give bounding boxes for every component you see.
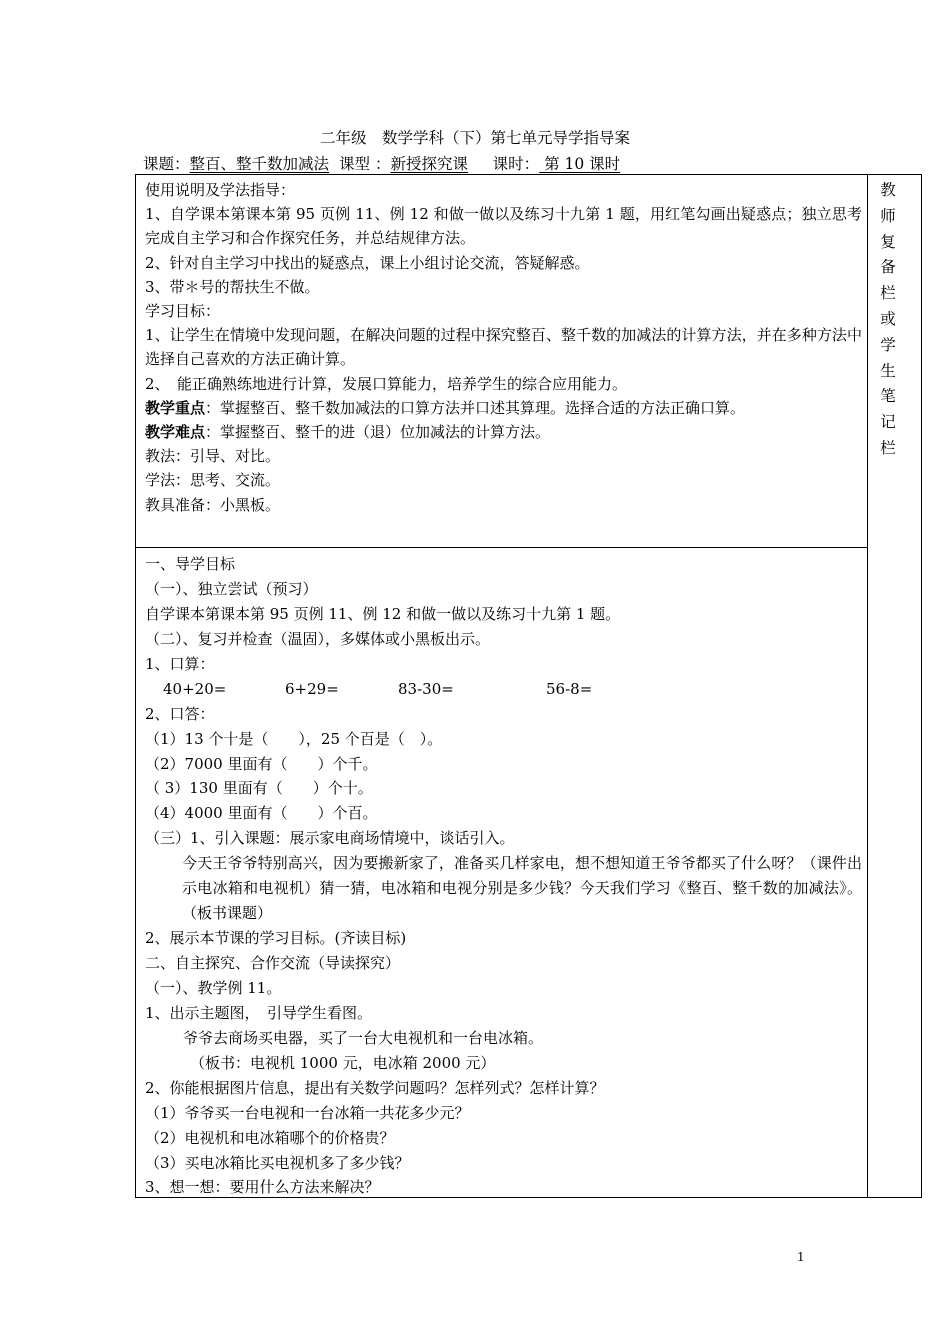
usage-item-1: 1、自学课本第课本第 95 页例 11、例 12 和做一做以及练习十九第 1 题，用红笔勾画出疑惑点；独立思考完成自主学习和合作探究任务，并总结规律方法。 <box>145 205 862 248</box>
question-2: （2）电视机和电冰箱哪个的价格贵？ <box>145 1128 395 1147</box>
document-title: 二年级 数学学科（下）第七单元导学指导案 <box>319 129 630 147</box>
period-value: 第 10 课时 <box>539 155 621 173</box>
intro-story: 今天王爷爷特别高兴，因为要搬新家了，准备买几样家电，想不想知道王爷爷都买了什么呀？（课件出示电冰箱和电视机）猜一猜，电冰箱和电视分别是多少钱？今天我们学习《整百、整千数的加减法》。（板书课题） <box>182 854 862 923</box>
question-3: （3）买电冰箱比买电视机多了多少钱？ <box>145 1153 410 1172</box>
topic-label: 课题： <box>143 155 190 173</box>
question-1: （1）爷爷买一台电视和一台冰箱一共花多少元？ <box>145 1103 470 1122</box>
usage-item-3: 3、带＊号的帮扶生不做。 <box>145 277 320 296</box>
goal-item-1: 1、让学生在情境中发现问题，在解决问题的过程中探究整百、整千数的加减法的计算方法，并在多种方法中选择自己喜欢的方法正确计算。 <box>145 326 862 369</box>
goal-item-2: 2、 能正确熟练地进行计算，发展口算能力，培养学生的综合应用能力。 <box>145 374 628 393</box>
oral-answer-title: 2、口答： <box>145 704 215 723</box>
teaching-method: 教法：引导、对比。 <box>145 447 281 466</box>
topic-value: 整百、整千数加减法 <box>189 155 330 173</box>
teaching-tools: 教具准备：小黑板。 <box>145 495 281 514</box>
show-goals: 2、展示本节课的学习目标。(齐读目标) <box>145 929 407 948</box>
usage-title: 使用说明及学法指导： <box>145 181 296 199</box>
key-point: 教学重点：掌握整百、整千数加减法的口算方法并口述其算理。选择合适的方法正确口算。 <box>145 398 746 417</box>
sub-heading-preview: （一）、独立尝试（预习） <box>145 579 318 598</box>
oral-calc-title: 1、口算： <box>145 654 215 673</box>
row-divider <box>135 547 868 548</box>
question-prompt: 2、你能根据图片信息，提出有关数学问题吗？怎样列式？怎样计算？ <box>145 1078 605 1097</box>
sub-heading-review: （二）、复习并检查（温固），多媒体或小黑板出示。 <box>145 629 491 648</box>
learning-method: 学法：思考、交流。 <box>145 471 281 490</box>
oral-question-1: （1）13 个十是（ ），25 个百是（ ）。 <box>145 729 443 748</box>
oral-question-4: （4）4000 里面有（ ）个百。 <box>145 804 378 823</box>
think-prompt: 3、想一想：要用什么方法来解决？ <box>145 1178 380 1197</box>
preview-task: 自学课本第课本第 95 页例 11、例 12 和做一做以及练习十九第 1 题。 <box>145 604 621 623</box>
type-label: 课型 ： <box>339 155 391 173</box>
instructions-section <box>145 178 862 517</box>
example-11-heading: （一）、教学例 11。 <box>145 978 282 997</box>
oral-calc-problems: 40+20= 6+29= 83-30= 56-8= <box>163 679 593 698</box>
page-number: 1 <box>797 1250 805 1264</box>
intro-heading: （三）1、引入课题：展示家电商场情境中，谈话引入。 <box>145 829 515 848</box>
heading-guide: 一、导学目标 <box>145 555 236 573</box>
lesson-body-section <box>145 552 862 1200</box>
goal-title: 学习目标： <box>145 301 221 320</box>
usage-item-2: 2、针对自主学习中找出的疑惑点，课上小组讨论交流，答疑解惑。 <box>145 253 590 272</box>
lesson-meta <box>143 152 620 174</box>
difficult-point: 教学难点：掌握整百、整千的进（退）位加减法的计算方法。 <box>145 422 551 441</box>
oral-question-3: （ 3）130 里面有（ ）个十。 <box>145 779 373 798</box>
period-label: 课时： <box>492 155 540 173</box>
teacher-notes-column: 教 师 复 备 栏 或 学 生 笔 记 栏 <box>880 181 896 457</box>
column-divider <box>867 174 868 1198</box>
board-note: （板书：电视机 1000 元，电冰箱 2000 元） <box>190 1053 496 1072</box>
oral-question-2: （2）7000 里面有（ ）个千。 <box>145 754 378 773</box>
type-value: 新授探究课 <box>390 155 468 173</box>
heading-explore: 二、自主探究、合作交流（导读探究） <box>145 954 401 973</box>
show-picture: 1、出示主题图， 引导学生看图。 <box>145 1003 373 1022</box>
story-text: 爷爷去商场买电器，买了一台大电视机和一台电冰箱。 <box>183 1028 544 1047</box>
